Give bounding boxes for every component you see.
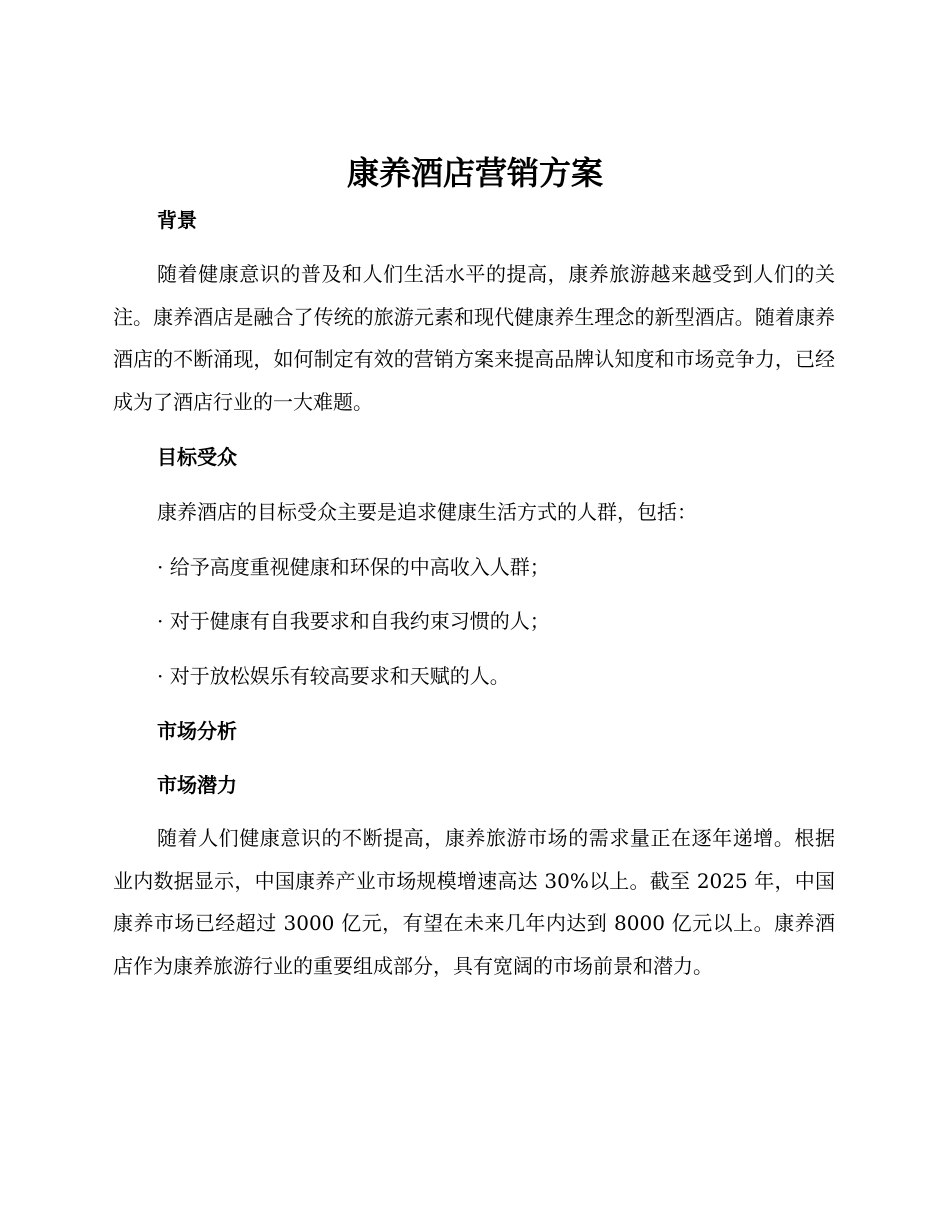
target-audience-intro: 康养酒店的目标受众主要是追求健康生活方式的人群，包括： — [157, 500, 697, 524]
audience-bullet-item: · 对于健康有自我要求和自我约束习惯的人； — [157, 609, 550, 633]
market-potential-paragraph: 随着人们健康意识的不断提高，康养旅游市场的需求量正在逐年递增。根据业内数据显示，中国康养产业市场规模增速高达 30%以上。截至 2025 年，中国康养市场已经超过 3000 亿元，有望在未来几年内达到 8000 亿元以上。康养酒店作为康养旅游行业的重要组成部分，具有宽阔的市场前景和潜力。 — [113, 826, 835, 978]
document-title: 康养酒店营销方案 — [346, 154, 603, 192]
audience-bullet-item: · 对于放松娱乐有较高要求和天赋的人。 — [157, 664, 510, 688]
section-heading-target-audience: 目标受众 — [157, 445, 237, 469]
background-paragraph: 随着健康意识的普及和人们生活水平的提高，康养旅游越来越受到人们的关注。康养酒店是融合了传统的旅游元素和现代健康养生理念的新型酒店。随着康养酒店的不断涌现，如何制定有效的营销方案来提高品牌认知度和市场竞争力，已经成为了酒店行业的一大难题。 — [113, 262, 835, 414]
section-heading-market-analysis: 市场分析 — [157, 719, 237, 743]
section-heading-market-potential: 市场潜力 — [157, 773, 237, 797]
audience-bullet-item: · 给予高度重视健康和环保的中高收入人群； — [157, 555, 550, 579]
section-heading-background: 背景 — [157, 208, 197, 232]
